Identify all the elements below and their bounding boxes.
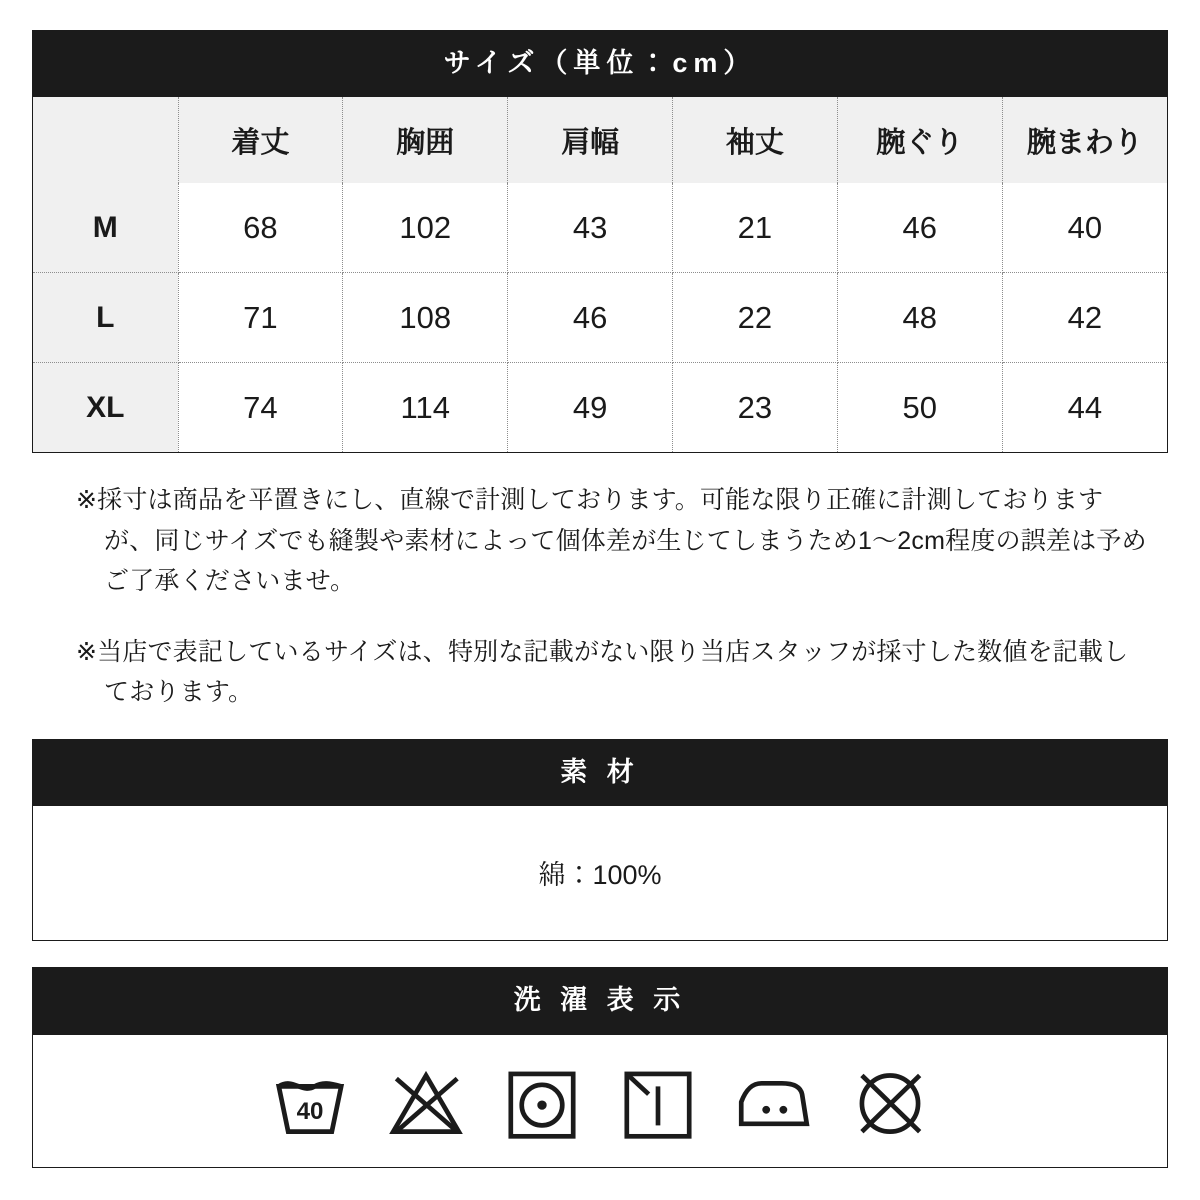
cell-length: 68 (178, 183, 343, 273)
cell-sleeve: 22 (672, 273, 837, 363)
iron-medium-icon (735, 1063, 813, 1141)
material-section (32, 739, 1168, 941)
column-header-sleeve: 袖丈 (672, 97, 837, 183)
wash-section-title: 洗 濯 表 示 (32, 967, 1168, 1034)
cell-chest: 102 (343, 183, 508, 273)
wash-temperature-label: 40 (296, 1097, 324, 1125)
measurement-notes (32, 480, 1168, 713)
tumble-dry-icon (503, 1063, 581, 1141)
cell-arm-circumference: 40 (1002, 183, 1167, 273)
cell-armhole: 48 (837, 273, 1002, 363)
cell-armhole: 46 (837, 183, 1002, 273)
size-table (33, 97, 1167, 452)
row-header-size: L (33, 273, 178, 363)
cell-length: 71 (178, 273, 343, 363)
cell-shoulder: 49 (508, 363, 673, 453)
no-dry-clean-icon (851, 1063, 929, 1141)
material-value: 綿：100% (538, 860, 662, 891)
column-header-armhole: 腕ぐり (837, 97, 1002, 183)
cell-arm-circumference: 42 (1002, 273, 1167, 363)
size-table-container (32, 97, 1168, 453)
column-header-length: 着丈 (178, 97, 343, 183)
line-dry-vertical-icon (619, 1063, 697, 1141)
cell-sleeve: 23 (672, 363, 837, 453)
row-header-size: XL (33, 363, 178, 453)
cell-armhole: 50 (837, 363, 1002, 453)
table-row (33, 273, 1167, 363)
table-header-row (33, 97, 1167, 183)
wash-tub-40-icon (271, 1063, 349, 1141)
size-section (32, 30, 1168, 453)
no-bleach-icon (387, 1063, 465, 1141)
cell-chest: 114 (343, 363, 508, 453)
size-column-header (33, 97, 178, 183)
note-staff-measurement: ※当店で表記しているサイズは、特別な記載がない限り当店スタッフが採寸した数値を記載しております。 (76, 637, 1129, 707)
column-header-shoulder: 肩幅 (508, 97, 673, 183)
material-section-title: 素 材 (32, 739, 1168, 806)
cell-shoulder: 43 (508, 183, 673, 273)
size-section-title: サイズ（単位：cm） (32, 30, 1168, 97)
column-header-chest: 胸囲 (343, 97, 508, 183)
cell-length: 74 (178, 363, 343, 453)
row-header-size: M (33, 183, 178, 273)
cell-arm-circumference: 44 (1002, 363, 1167, 453)
note-measurement-tolerance: ※採寸は商品を平置きにし、直線で計測しております。可能な限り正確に計測しておりますが、同じサイズでも縫製や素材によって個体差が生じてしまうため1〜2cm程度の誤差は予めご了承くださいませ。 (76, 486, 1147, 596)
table-row (33, 183, 1167, 273)
cell-sleeve: 21 (672, 183, 837, 273)
column-header-arm-circumference: 腕まわり (1002, 97, 1167, 183)
cell-chest: 108 (343, 273, 508, 363)
wash-icon-row (33, 1035, 1167, 1167)
wash-section (32, 967, 1168, 1167)
cell-shoulder: 46 (508, 273, 673, 363)
wash-panel (32, 1035, 1168, 1168)
table-row (33, 363, 1167, 453)
material-panel (32, 806, 1168, 941)
